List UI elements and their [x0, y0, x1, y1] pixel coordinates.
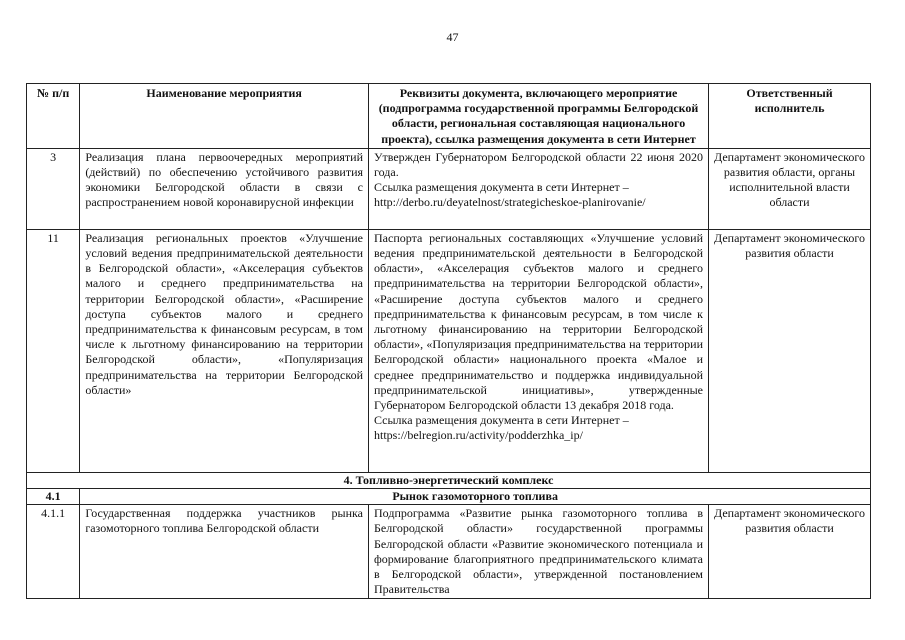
table-header-row	[27, 84, 871, 149]
header-name: Наименование мероприятия	[80, 84, 369, 149]
subsection-row	[27, 489, 871, 505]
section-row	[27, 472, 871, 488]
header-responsible: Ответственный исполнитель	[709, 84, 871, 149]
header-num: № п/п	[27, 84, 80, 149]
header-document: Реквизиты документа, включающего мероприятие (подпрограмма государственной программы Белгородской области, региональная составляющая национального проекта), ссылка размещения документа в сети Интернет	[369, 84, 709, 149]
row-name: Государственная поддержка участников рынка газомоторного топлива Белгородской области	[80, 505, 369, 599]
subsection-title: Рынок газомоторного топлива	[80, 489, 871, 505]
section-title: 4. Топливно-энергетический комплекс	[27, 472, 871, 488]
row-responsible: Департамент экономического развития области, органы исполнительной власти области	[709, 148, 871, 229]
document-link-label: Ссылка размещения документа в сети Интернет –	[374, 180, 629, 195]
row-document	[369, 148, 709, 229]
row-document: Подпрограмма «Развитие рынка газомоторного топлива в Белгородской области» государственной программы Белгородской области «Развитие экономического потенциала и формирование благоприятного предпринимательского климата в Белгородской области», утвержденной постановлением Правительства	[369, 505, 709, 599]
document-url-link[interactable]: http://derbo.ru/deyatelnost/strategicheskoe-planirovanie/	[374, 195, 646, 210]
row-document	[369, 229, 709, 472]
document-main: Паспорта региональных составляющих «Улучшение условий ведения предпринимательской деятельности в Белгородской области», «Акселерация субъектов малого и среднего предпринимательства на территории Белгородской области», «Расширение доступа субъектов малого и среднего предпринимательства к финансовым ресурсам, в том числе к льготному финансированию на территории Белгородской области», «Популяризация предпринимательства на территории Белгородской области» национального проекта «Малое и среднее предпринимательство и поддержка индивидуальной предпринимательской инициативы», утвержденные Губернатором Белгородской области 13 декабря 2018 года.	[374, 230, 704, 413]
document-main: Утвержден Губернатором Белгородской области 22 июня 2020 года.	[374, 149, 704, 180]
page-number: 47	[446, 30, 459, 44]
row-num: 11	[27, 229, 80, 472]
row-num: 4.1.1	[27, 505, 80, 599]
table-row	[27, 229, 871, 472]
table-row	[27, 505, 871, 599]
document-url-link[interactable]: https://belregion.ru/activity/podderzhka_ip/	[374, 428, 583, 443]
row-num: 3	[27, 148, 80, 229]
row-responsible: Департамент экономического развития области	[709, 229, 871, 472]
row-responsible: Департамент экономического развития области	[709, 505, 871, 599]
measures-table	[26, 83, 871, 599]
document-link-label: Ссылка размещения документа в сети Интернет –	[374, 413, 629, 428]
subsection-num: 4.1	[27, 489, 80, 505]
row-name: Реализация региональных проектов «Улучшение условий ведения предпринимательской деятельности в Белгородской области», «Акселерация субъектов малого и среднего предпринимательства на территории Белгородской области», «Расширение доступа субъектов малого и среднего предпринимательства к финансовым ресурсам, в том числе к льготному финансированию на территории Белгородской области», «Популяризация предпринимательства на территории Белгородской области»	[80, 229, 369, 472]
row-name: Реализация плана первоочередных мероприятий (действий) по обеспечению устойчивого развития экономики Белгородской области в связи с распространением новой коронавирусной инфекции	[80, 148, 369, 229]
table-row	[27, 148, 871, 229]
